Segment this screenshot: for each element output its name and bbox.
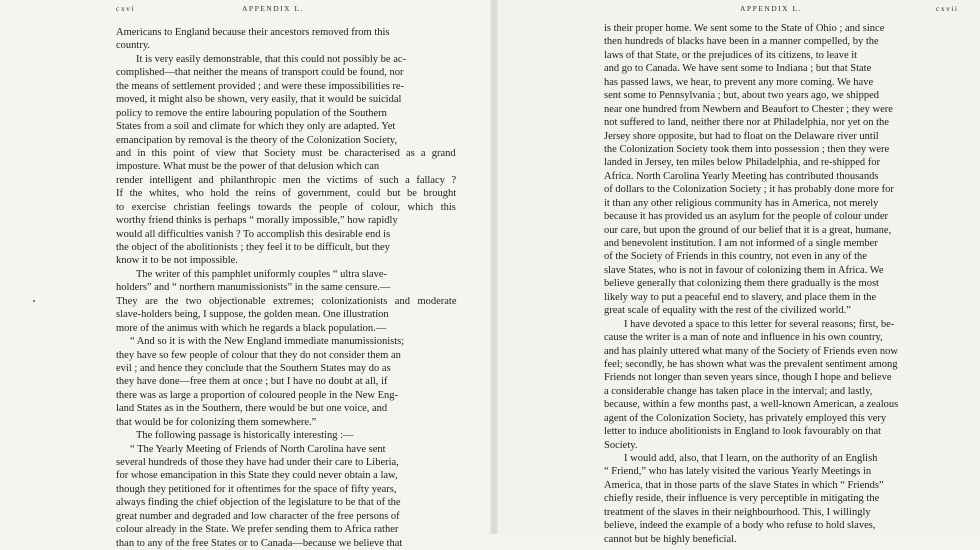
left-page-text-line: than to any of the free States or to Canada—because we believe that	[116, 537, 403, 549]
left-page-text-line: worthy friend thinks is perhaps “ morally impossible,” how rapidly	[116, 215, 398, 227]
right-page-text-line: I have devoted a space to this letter for several reasons; first, be-	[624, 318, 895, 330]
left-page-text-line: “ The Yearly Meeting of Friends of North Carolina have sent	[130, 443, 386, 455]
right-page-text-line: then hundreds of blacks have been in a manner compelled, by the	[604, 36, 879, 48]
left-page-text-line: there was as large a proportion of coloured people in the New Eng-	[116, 389, 399, 401]
right-page-text-line: sent some to Pennsylvania ; but, about two years ago, we shipped	[604, 90, 879, 102]
right-page-text-line: of dollars to the Colonization Society ; it has probably done more for	[604, 184, 894, 196]
right-page-text-line: it than any other religious community has in America, not merely	[604, 197, 879, 209]
left-page-text-line: “ And so it is with the New England immediate manumissionists;	[130, 336, 405, 348]
left-page-text-line: The following passage is historically interesting :—	[136, 430, 354, 442]
right-page-text-line: near one hundred from Newbern and Beaufort to Chester ; they were	[604, 103, 893, 115]
right-page-text-line: “ Friend,” who has lately visited the various Yearly Meetings in	[604, 466, 872, 478]
right-running-head: APPENDIX L.	[740, 4, 802, 13]
right-page-text-line: of the Society of Friends in this country, not even in any of the	[604, 251, 867, 263]
right-page-text-line: agent of the Colonization Society, has privately employed this very	[604, 412, 887, 424]
left-page-text-line: render intelligent and philanthropic men the victims of such a fallacy ?	[116, 174, 457, 186]
right-page-text-line: and benevolent institution. I am not informed of a single member	[604, 238, 878, 249]
right-page-text-line: Society.	[604, 439, 638, 451]
left-page-text-line: holders” and “ northern manumissionists” in the same censure.—	[116, 282, 391, 294]
left-page-text-line: emancipation by removal is the theory of the Colonization Society,	[116, 134, 397, 146]
left-page-text-line: The writer of this pamphlet uniformly couples “ ultra slave-	[136, 268, 388, 280]
left-page-text-line: more of the animus with which he regards a black population.—	[116, 322, 387, 334]
left-page-text-line: policy to remove the entire labouring population of the Southern	[116, 107, 387, 119]
left-page-text-line: the object of the abolitionists ; they feel it to be difficult, but they	[116, 242, 390, 253]
left-page-text-line: land States as in the Southern, there would be but one voice, and	[116, 403, 388, 415]
left-page-text-line: States from a soil and climate for which they only are adapted. Yet	[116, 121, 396, 133]
right-page-text-line: landed in Jersey, ten miles below Philadelphia, and re-shipped for	[604, 157, 881, 169]
left-page-text-line: moved, it might also be shown, very easily, that it would be suicidal	[116, 94, 402, 106]
left-page-text-line: They are the two objectionable extremes; colonizationists and moderate	[116, 295, 457, 307]
left-page-text-line: several hundreds of those they have had under their care to Liberia,	[116, 457, 399, 468]
left-page-number: cxvi	[116, 4, 135, 13]
left-page-text-line: for whose emancipation in this State they could never obtain a law,	[116, 470, 398, 482]
right-page-text-line: great scale of equality with the rest of the civilized world.”	[604, 305, 851, 317]
left-page-text-line: country.	[116, 40, 151, 52]
left-page-text-line: would all difficulties vanish ? To accomplish this desirable end is	[116, 228, 391, 240]
left-page-text-line: slave-holders being, I suppose, the golden mean. One illustration	[116, 309, 389, 321]
left-page-text-line: they have so few people of colour that they do not consider them an	[116, 349, 401, 361]
right-page-text-line: has passed laws, we hear, to prevent any more coming. We have	[604, 76, 874, 88]
left-page-text-line: colour already in the State. We prefer sending them to Africa rather	[116, 524, 399, 536]
left-page-text-line: great number and degraded and low character of the free persons of	[116, 510, 400, 522]
left-page-text-line: imposture. What must be the power of that delusion which can	[116, 161, 380, 173]
left-page-text-line: the means of settlement provided ; and were these impossibilities re-	[116, 80, 405, 92]
left-page-text-line: If the whites, who hold the reins of government, could but be brought	[116, 188, 457, 200]
right-page-body	[604, 22, 898, 546]
right-page-text-line: and has plainly uttered what many of the Society of Friends even now	[604, 345, 898, 357]
right-page-text-line: our care, but upon the ground of our belief that it is a great, humane,	[604, 224, 892, 236]
right-page-text-line: cause the writer is a man of note and influence in his own country,	[604, 332, 883, 344]
left-page-text-line: complished—that neither the means of transport could be found, nor	[116, 67, 404, 79]
left-page-body	[116, 26, 457, 550]
right-page-text-line: believe, indeed the example of a body who refuse to hold slaves,	[604, 520, 876, 532]
left-page-text-line: and in this point of view that Society must be characterised as a grand	[116, 147, 456, 159]
right-page-text-line: Jersey shore opposite, but had to float on the Delaware river until	[604, 130, 879, 142]
right-page-number: cxvii	[936, 4, 959, 13]
left-page-text-line: though they petitioned for it oftentimes for the space of fifty years,	[116, 483, 397, 495]
left-page-text-line: Americans to England because their ancestors removed from this	[116, 27, 390, 38]
right-page-text-line: treatment of the slaves in their neighbourhood. This, I willingly	[604, 506, 871, 518]
right-page-text-line: because it has provided us an asylum for the people of colour under	[604, 211, 888, 223]
page-gutter	[490, 0, 498, 534]
scan-speck	[33, 300, 35, 302]
right-page-text-line: not suffered to land, neither there nor at Philadelphia, nor yet on the	[604, 117, 889, 129]
right-page-text-line: Africa. North Carolina Yearly Meeting has contributed thousands	[604, 170, 879, 182]
right-page-text-line: cannot but be highly beneficial.	[604, 533, 737, 545]
left-page-text-line: to exercise christian feelings towards the people of colour, which this	[116, 201, 456, 213]
left-page-text-line: that would be for colonizing them somewhere.”	[116, 416, 317, 428]
right-page-text-line: because, within a few months past, a well-known American, a zealous	[604, 399, 899, 411]
right-page-text-line: laws of that State, or the prejudices of its citizens, to leave it	[604, 49, 858, 61]
right-page-text-line: is their proper home. We sent some to the State of Ohio ; and since	[604, 23, 885, 34]
left-page	[0, 0, 490, 549]
left-page-text-line: know it to be not impossible.	[116, 255, 238, 267]
right-page-text-line: a considerable change has taken place in the interval; and lastly,	[604, 385, 873, 397]
right-page-text-line: chiefly reside, their influence is very perceptible in mitigating the	[604, 493, 880, 505]
right-page-text-line: likely way to put a peaceful end to slavery, and place them in the	[604, 291, 877, 303]
right-page-text-line: Friends not longer than seven years since, though I hope and believe	[604, 372, 892, 384]
right-page-text-line: the Colonization Society took them into possession ; then they were	[604, 143, 890, 155]
right-page-text-line: America, that in those parts of the slave States in which “ Friends”	[604, 479, 884, 491]
left-page-text-line: It is very easily demonstrable, that this could not possibly be ac-	[136, 53, 407, 65]
left-page-text-line: evil ; and hence they conclude that the Southern States may do as	[116, 362, 391, 374]
right-page-text-line: I would add, also, that I learn, on the authority of an English	[624, 453, 878, 464]
left-page-text-line: they have done—free them at once ; but I have no doubt at all, if	[116, 376, 388, 388]
right-page-text-line: believe generally that colonizing them there gradually is the most	[604, 278, 879, 290]
right-page	[498, 0, 980, 545]
right-page-text-line: feel; secondly, he has shown what was the prevalent sentiment among	[604, 358, 898, 370]
left-running-head: APPENDIX L.	[242, 4, 304, 13]
right-page-text-line: slave States, who is not in favour of colonizing them in Africa. We	[604, 264, 884, 276]
right-page-text-line: and go to Canada. We have sent some to Indiana ; but that State	[604, 63, 872, 75]
right-page-text-line: letter to induce abolitionists in England to look favourably on that	[604, 426, 882, 438]
left-page-text-line: always finding the chief objection of the legislature to be that of the	[116, 497, 401, 509]
